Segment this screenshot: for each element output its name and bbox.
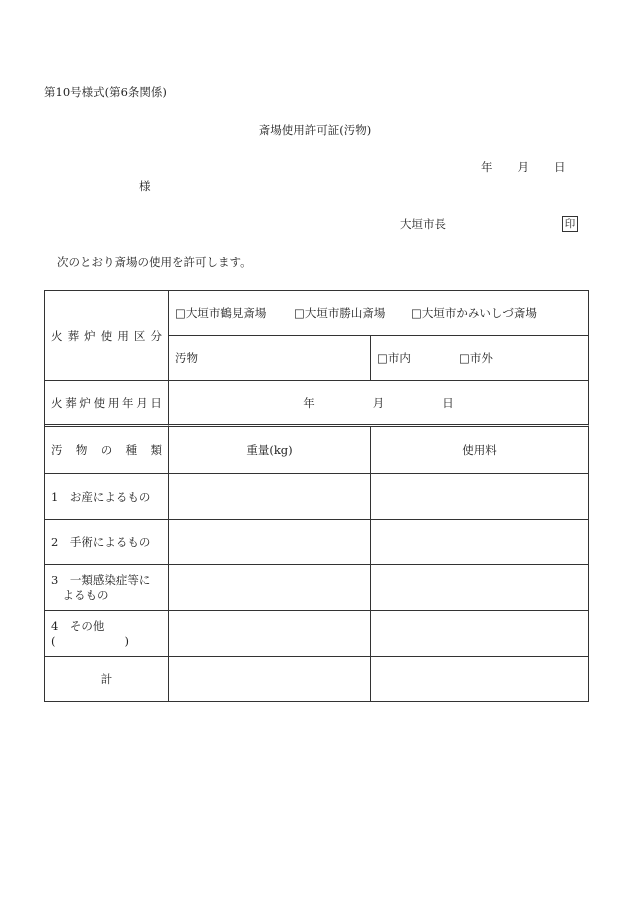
fee-header-cell <box>371 427 589 474</box>
facility-option-tsurumi: □大垣市鶴見斎場 <box>175 306 267 320</box>
waste-kind-header <box>51 443 162 457</box>
permit-table <box>44 290 589 702</box>
fee-cell <box>371 565 589 611</box>
item-label-childbirth: 1 お産によるもの <box>51 489 151 504</box>
weight-cell <box>169 565 371 611</box>
residency-options-cell <box>371 336 589 381</box>
document-title: 斎場使用許可証(汚物) <box>258 123 372 137</box>
issuer-name: 大垣市長 <box>400 217 446 231</box>
label-char: 葬 <box>65 395 77 410</box>
intro-text: 次のとおり斎場の使用を許可します。 <box>57 255 252 269</box>
fee-cell <box>371 520 589 565</box>
item-label-surgery: 2 手術によるもの <box>51 535 151 549</box>
label-char: 葬 <box>67 328 80 343</box>
item-label-cell <box>45 565 169 611</box>
item-label-infectious-line1: 3 一類感染症等に <box>51 572 151 587</box>
form-number: 第10号様式(第6条関係) <box>44 85 167 99</box>
item-label-cell <box>45 474 169 520</box>
usage-date-day: 日 <box>442 395 454 410</box>
label-char: 汚 <box>51 443 63 457</box>
total-label-cell <box>45 657 169 702</box>
facility-option-kamiishizu: □大垣市かみいしづ斎場 <box>411 306 537 320</box>
seal-stamp-box: 印 <box>562 216 578 232</box>
label-char: 物 <box>75 443 88 457</box>
usage-date-label-cell <box>45 381 169 427</box>
item-label-cell <box>45 611 169 657</box>
item-label-infectious-line2: よるもの <box>51 587 109 602</box>
usage-date-label <box>51 396 162 410</box>
weight-header-cell <box>169 427 371 474</box>
label-char: 月 <box>136 395 148 410</box>
weight-header: 重量(kg) <box>246 443 293 457</box>
category-label <box>51 329 162 343</box>
label-char: 使 <box>93 395 106 410</box>
label-char: の <box>100 443 113 457</box>
fee-header: 使用料 <box>462 443 497 457</box>
total-weight-cell <box>169 657 371 702</box>
label-char: 炉 <box>79 395 91 410</box>
label-char: 類 <box>150 443 162 457</box>
facility-options-cell <box>169 291 589 336</box>
item-label-cell <box>45 520 169 565</box>
label-char: 用 <box>107 395 120 410</box>
label-char: 用 <box>117 328 129 343</box>
issue-date-year: 年 <box>481 160 493 174</box>
fee-cell <box>371 611 589 657</box>
label-char: 種 <box>125 443 138 457</box>
category-label-cell <box>45 291 169 381</box>
issue-date <box>481 160 566 174</box>
label-char: 分 <box>150 328 162 343</box>
usage-date-cell <box>169 381 589 427</box>
usage-date-month: 月 <box>372 395 385 410</box>
facility-option-katsuyama: □大垣市勝山斎場 <box>294 306 386 320</box>
issue-date-month: 月 <box>517 160 529 174</box>
label-char: 区 <box>133 328 146 343</box>
weight-cell <box>169 474 371 520</box>
waste-type-cell <box>169 336 371 381</box>
residency-option-outside-city: □市外 <box>459 351 493 365</box>
usage-date-year: 年 <box>303 395 315 410</box>
issue-date-day: 日 <box>554 160 566 174</box>
label-char: 炉 <box>84 328 96 343</box>
label-char: 使 <box>100 328 113 343</box>
item-label-other-line1: 4 その他 <box>51 618 105 633</box>
fee-cell <box>371 474 589 520</box>
item-label-other-line2: ( ) <box>51 633 129 648</box>
label-char: 火 <box>51 395 63 410</box>
usage-date-units <box>303 396 454 410</box>
weight-cell <box>169 520 371 565</box>
residency-option-inside-city: □市内 <box>377 351 411 365</box>
waste-kind-header-cell <box>45 427 169 474</box>
total-label: 計 <box>100 672 113 686</box>
total-fee-cell <box>371 657 589 702</box>
label-char: 日 <box>150 395 162 410</box>
waste-label: 汚物 <box>175 351 198 365</box>
weight-cell <box>169 611 371 657</box>
label-char: 火 <box>51 328 63 343</box>
label-char: 年 <box>122 395 134 410</box>
addressee-suffix: 様 <box>139 179 151 193</box>
